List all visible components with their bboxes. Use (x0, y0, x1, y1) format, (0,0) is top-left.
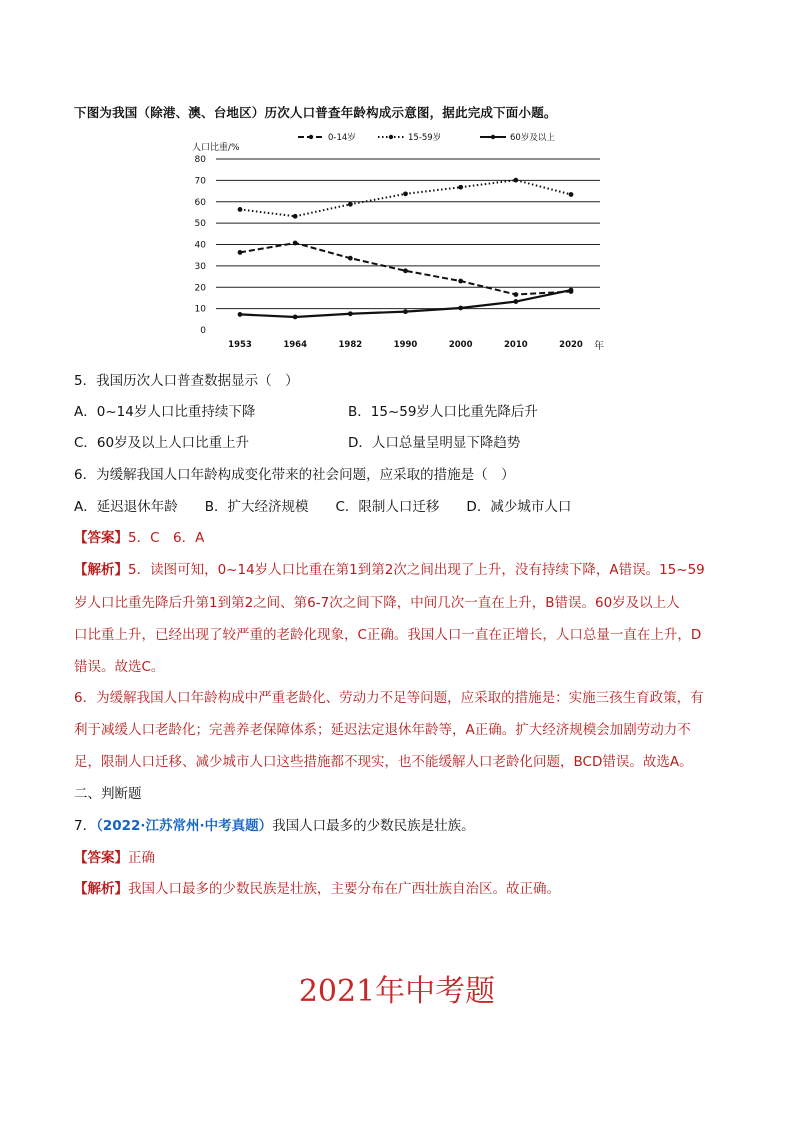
data-point (403, 309, 408, 314)
analysis-tag-3: 【解析】 (74, 881, 128, 897)
chart-grid (216, 159, 600, 309)
analysis-5-line-4: 错误。故选C。 (74, 659, 165, 675)
answer-block-1 (74, 526, 204, 546)
q7-source: （2022·江苏常州·中考真题） (96, 818, 273, 834)
x-tick-label: 2000 (448, 340, 473, 350)
data-point (348, 311, 353, 316)
y-tick-label: 10 (194, 304, 206, 315)
answer-text-2: 正确 (128, 850, 155, 866)
legend-marker-0 (309, 135, 313, 139)
analysis-6-line-1: 6．为缓解我国人口年龄构成中严重老龄化、劳动力不足等问题，应采取的措施是：实施三孩生育政策，有 (74, 690, 704, 706)
data-point (513, 178, 518, 183)
answer-tag: 【答案】 (74, 530, 128, 546)
y-tick-label: 40 (194, 240, 206, 251)
data-point (293, 241, 298, 246)
analysis-block-3 (74, 877, 560, 897)
q6-options: A．延迟退休年龄 B．扩大经济规模 C．限制人口迁移 D．减少城市人口 (74, 499, 572, 515)
x-tick-label: 1982 (338, 340, 363, 350)
data-point (458, 185, 463, 190)
data-point (293, 214, 298, 219)
data-point (348, 256, 353, 261)
q5-stem: 5．我国历次人口普查数据显示（ ） (74, 373, 299, 389)
x-tick-label: 1953 (228, 340, 252, 350)
series-line-1 (240, 180, 571, 216)
legend-label-0: 0-14岁 (328, 133, 356, 143)
y-tick-label: 80 (194, 155, 206, 165)
x-tick-label: 2020 (559, 340, 583, 350)
x-tick-label: 1990 (393, 340, 418, 350)
legend-marker-1 (389, 135, 393, 139)
data-point (458, 279, 463, 284)
data-point (569, 288, 574, 293)
section-title-2021: 2021年中考题 (298, 974, 496, 1009)
q6-stem: 6．为缓解我国人口年龄构成变化带来的社会问题，应采取的措施是（ ） (74, 467, 515, 483)
legend-label-1: 15-59岁 (408, 133, 442, 143)
answer-text: 5．C 6．A (128, 530, 205, 546)
data-point (348, 202, 353, 207)
y-tick-label: 50 (194, 219, 206, 230)
data-point (238, 207, 243, 212)
data-point (569, 192, 574, 197)
analysis-5-line-1: 【解析】5．读图可知，0~14岁人口比重在第1到第2次之间出现了上升，没有持续下降，A错误。15~59 (74, 562, 705, 578)
x-tick-label: 1964 (283, 340, 308, 350)
q5-option-d: D．人口总量呈明显下降趋势 (348, 435, 521, 451)
y-tick-label: 30 (194, 261, 206, 272)
x-axis-label: 年 (594, 341, 604, 352)
answer-block-2 (74, 846, 155, 866)
analysis-tag: 【解析】 (74, 562, 128, 578)
q5-option-c: C．60岁及以上人口比重上升 (74, 435, 250, 451)
x-ticks (228, 340, 583, 350)
data-point (403, 268, 408, 273)
y-ticks (195, 155, 207, 336)
x-tick-label: 2010 (503, 340, 528, 350)
q7-number: 7． (74, 818, 97, 834)
analysis-5-line-3: 口比重上升，已经出现了较严重的老龄化现象，C正确。我国人口一直在正增长，人口总量一直在上升，D (74, 627, 702, 643)
chart-series (238, 178, 574, 320)
legend-marker-2 (491, 135, 495, 139)
q7-text: 我国人口最多的少数民族是壮族。 (272, 818, 475, 834)
intro-text: 下图为我国（除港、澳、台地区）历次人口普查年龄构成示意图，据此完成下面小题。 (74, 105, 557, 120)
y-tick-label: 20 (194, 283, 206, 294)
y-tick-label: 0 (200, 326, 206, 336)
chart-legend (298, 132, 555, 143)
analysis-6-line-3: 足，限制人口迁移、减少城市人口这些措施都不现实，也不能缓解人口老龄化问题，BCD错误。故选A。 (74, 754, 693, 770)
y-axis-label: 人口比重/% (192, 143, 240, 153)
y-tick-label: 60 (194, 197, 206, 208)
data-point (403, 191, 408, 196)
analysis-5-line-2: 岁人口比重先降后升第1到第2之间、第6-7次之间下降，中间几次一直在上升，B错误。60岁及以上人 (74, 595, 680, 611)
population-age-chart (190, 125, 610, 355)
analysis-6-line-2: 利于减缓人口老龄化；完善养老保障体系；延迟法定退休年龄等，A正确。扩大经济规模会加剧劳动力不 (74, 722, 691, 738)
q5-option-a: A．0~14岁人口比重持续下降 (74, 404, 256, 420)
data-point (458, 306, 463, 311)
q5-option-b: B．15~59岁人口比重先降后升 (348, 404, 538, 420)
legend-label-2: 60岁及以上 (510, 133, 555, 143)
analysis-text-3: 我国人口最多的少数民族是壮族，主要分布在广西壮族自治区。故正确。 (128, 881, 560, 897)
y-tick-label: 70 (194, 176, 206, 187)
data-point (238, 312, 243, 317)
data-point (293, 315, 298, 320)
q7 (74, 814, 475, 834)
data-point (513, 299, 518, 304)
data-point (513, 292, 518, 297)
answer-tag-2: 【答案】 (74, 850, 128, 866)
data-point (238, 250, 243, 255)
section-heading: 二、判断题 (74, 786, 142, 802)
